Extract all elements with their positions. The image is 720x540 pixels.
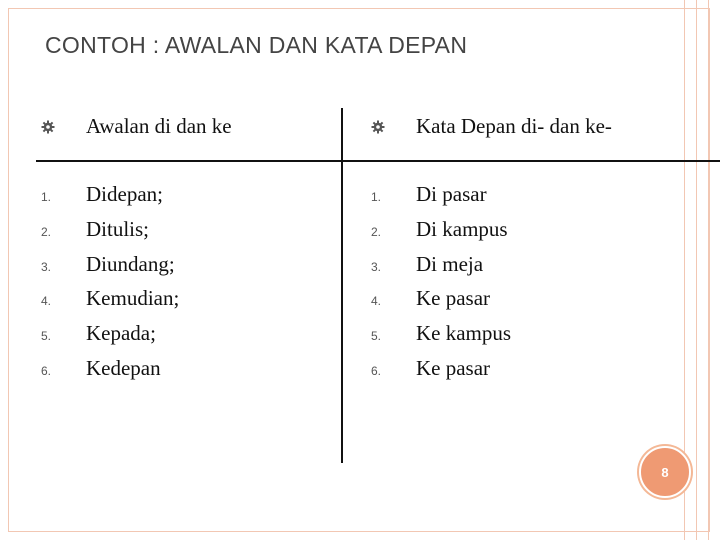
list-number: 2. <box>371 224 382 239</box>
list-number: 4. <box>371 294 382 309</box>
page-number: 8 <box>661 464 669 480</box>
list-text: Diundang; <box>86 251 175 276</box>
list-number: 5. <box>371 329 382 344</box>
right-column-heading-text: Kata Depan di- dan ke- <box>416 114 612 138</box>
decorative-rail <box>696 0 697 540</box>
list-number: 5. <box>41 329 52 344</box>
list-text: Ke pasar <box>416 355 491 380</box>
list-text: Di pasar <box>416 182 487 206</box>
list-text: Di kampus <box>416 216 508 241</box>
list-number: 3. <box>371 259 382 274</box>
column-divider <box>341 108 343 463</box>
list-text: Didepan; <box>86 182 163 206</box>
list-number: 6. <box>41 363 52 378</box>
list-text: Ke kampus <box>416 321 512 346</box>
table-header-divider <box>36 160 720 162</box>
decorative-rail <box>708 0 709 540</box>
list-text: Kepada; <box>86 321 156 346</box>
gear-icon <box>371 120 385 134</box>
list-number: 4. <box>41 294 52 309</box>
left-column-heading-text: Awalan di dan ke <box>86 114 232 138</box>
list-number: 6. <box>371 363 382 378</box>
list-text: Di meja <box>416 251 484 276</box>
gear-icon <box>41 120 55 134</box>
slide-title: CONTOH : AWALAN DAN KATA DEPAN <box>45 32 468 58</box>
list-number: 3. <box>41 259 52 274</box>
list-text: Ditulis; <box>86 216 150 241</box>
page-number-badge <box>639 446 691 498</box>
list-number: 2. <box>41 224 52 239</box>
list-text: Ke pasar <box>416 286 491 311</box>
list-text: Kedepan <box>86 355 161 380</box>
list-number: 1. <box>41 190 52 204</box>
list-text: Kemudian; <box>86 286 180 311</box>
list-number: 1. <box>371 190 382 204</box>
